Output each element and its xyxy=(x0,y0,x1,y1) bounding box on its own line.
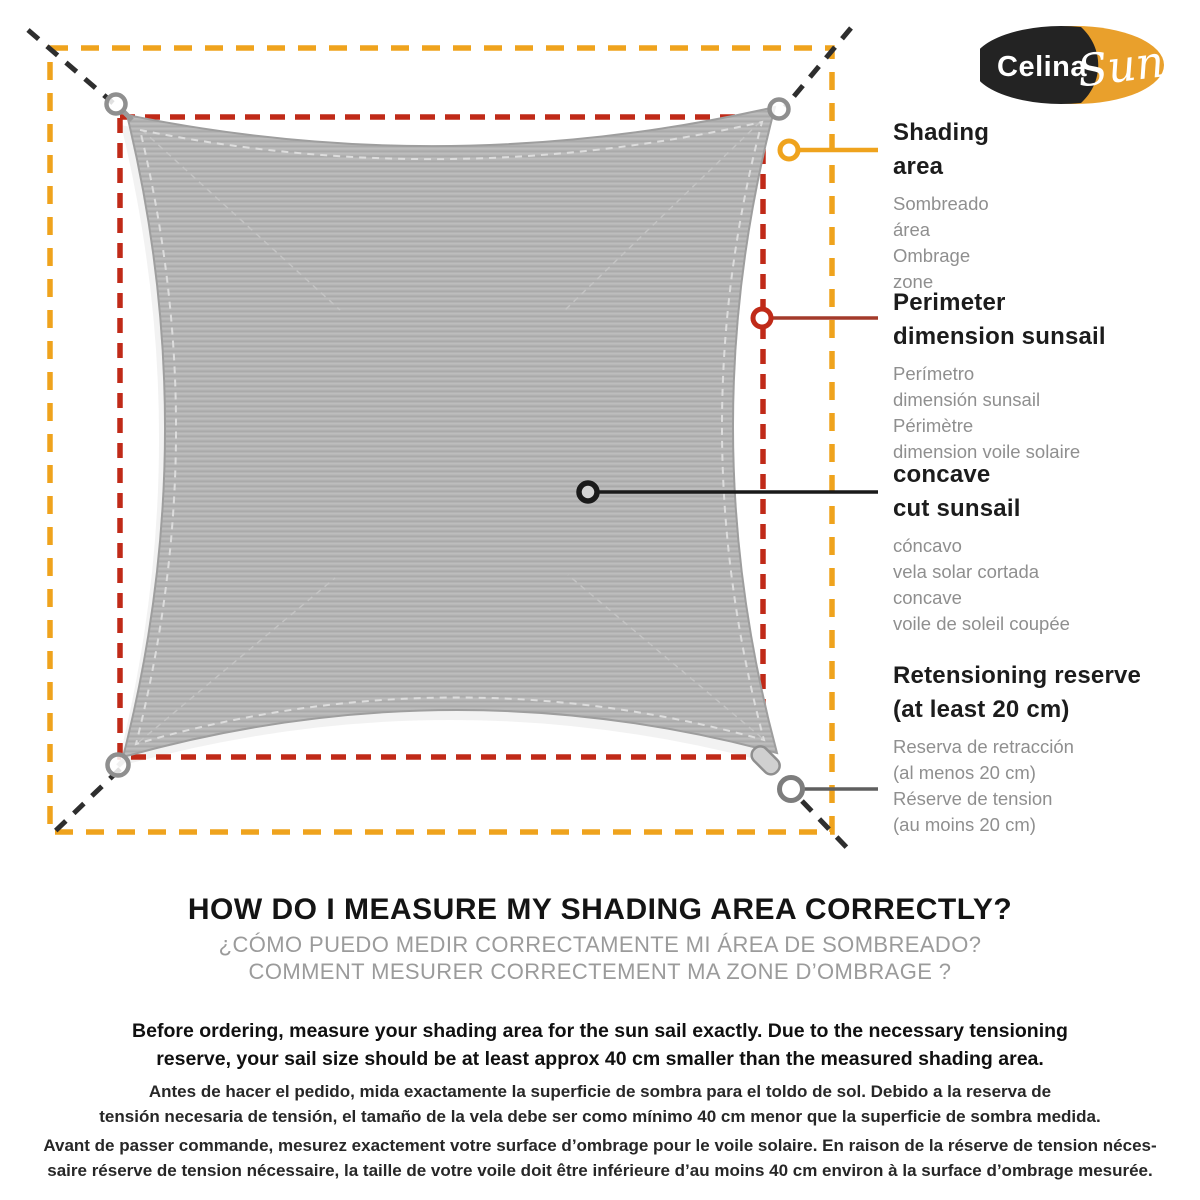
legend-retension-title-line1: Retensioning reserve xyxy=(893,662,1142,689)
legend-perimeter-sub-es2: dimensión sunsail xyxy=(893,389,1041,410)
page-title-fr: COMMENT MESURER CORRECTEMENT MA ZONE D’OMBRAGE ? xyxy=(248,959,952,984)
legend-perimeter-title xyxy=(893,286,1193,354)
instructions-es-line1: Antes de hacer el pedido, mida exactamente la superficie de sombra para el toldo de sol. Debido a la reserva de xyxy=(148,1082,1052,1101)
instructions-en xyxy=(0,1017,1200,1073)
celinasun-logo xyxy=(980,18,1170,110)
legend-perimeter-title-line2: dimension sunsail xyxy=(893,323,1106,350)
concave-marker-icon xyxy=(579,483,597,501)
legend-concave-sub-fr1: concave xyxy=(893,587,962,608)
legend-retension-sub-fr1: Réserve de tension xyxy=(893,788,1053,809)
legend-concave-sub-fr2: voile de soleil coupée xyxy=(893,613,1070,634)
logo-text-sun: Sun xyxy=(1074,36,1168,98)
legend-retension-title xyxy=(893,659,1193,727)
legend-shading-sub-es2: área xyxy=(893,219,931,240)
logo-text-celina: Celina xyxy=(997,51,1088,83)
instructions-fr-line2: saire réserve de tension nécessaire, la taille de votre voile doit être inférieure d’au moins 40 cm environ à la surface d’ombrage mesurée. xyxy=(47,1161,1153,1180)
corner-ring-bottom-left-icon xyxy=(108,755,129,776)
sunsail-shape xyxy=(123,107,777,757)
corner-ring-top-right-icon xyxy=(770,100,789,119)
instructions-en-line2: reserve, your sail size should be at least approx 40 cm smaller than the measured shading area. xyxy=(156,1048,1044,1070)
instructions-es xyxy=(0,1079,1200,1129)
legend-retension-sub-fr2: (au moins 20 cm) xyxy=(893,814,1036,835)
legend-shading-title xyxy=(893,116,1193,184)
corner-ring-top-left-icon xyxy=(107,95,126,114)
perimeter-marker-icon xyxy=(753,309,771,327)
legend-concave-title-line1: concave xyxy=(893,461,991,488)
legend-concave-sub-es2: vela solar cortada xyxy=(893,561,1040,582)
instructions-fr-line1: Avant de passer commande, mesurez exactement votre surface d’ombrage pour le voile solaire. En raison de la réserve de tension néces- xyxy=(43,1136,1157,1155)
legend-shading-sub-fr1: Ombrage xyxy=(893,245,971,266)
legend-retension-translations xyxy=(893,734,1193,838)
legend-shading-title-line2: area xyxy=(893,153,944,180)
corner-ring-bottom-right-icon xyxy=(780,778,803,801)
legend-perimeter-sub-fr2: dimension voile solaire xyxy=(893,441,1081,462)
turnbuckle-icon xyxy=(748,743,783,778)
legend-concave xyxy=(893,458,1193,637)
page-title: HOW DO I MEASURE MY SHADING AREA CORRECTLY? xyxy=(187,893,1013,926)
legend-perimeter-sub-fr1: Périmètre xyxy=(893,415,974,436)
legend-shading-sub-fr2: zone xyxy=(893,271,934,292)
legend-concave-translations xyxy=(893,533,1193,637)
legend-retension-title-line2: (at least 20 cm) xyxy=(893,696,1070,723)
legend-shading-sub-es1: Sombreado xyxy=(893,193,989,214)
legend-perimeter-translations xyxy=(893,361,1193,465)
legend-retension xyxy=(893,659,1193,838)
legend-concave-sub-es1: cóncavo xyxy=(893,535,962,556)
instructions-es-line2: tensión necesaria de tensión, el tamaño de la vela debe ser como mínimo 40 cm menor que la superficie de sombra medida. xyxy=(99,1107,1101,1126)
legend-shading-title-line1: Shading xyxy=(893,119,990,146)
legend-perimeter-sub-es1: Perímetro xyxy=(893,363,975,384)
legend-perimeter-title-line1: Perimeter xyxy=(893,289,1006,316)
legend-perimeter xyxy=(893,286,1193,465)
legend-concave-title xyxy=(893,458,1193,526)
legend-shading-area xyxy=(893,116,1193,295)
legend-retension-sub-es2: (al menos 20 cm) xyxy=(893,762,1036,783)
shading-area-marker-icon xyxy=(780,141,798,159)
legend-concave-title-line2: cut sunsail xyxy=(893,495,1021,522)
instructions-fr xyxy=(0,1133,1200,1183)
instructions-en-line1: Before ordering, measure your shading area for the sun sail exactly. Due to the necessary tensioning xyxy=(132,1020,1068,1042)
legend-shading-translations xyxy=(893,191,1193,295)
page-title-es: ¿CÓMO PUEDO MEDIR CORRECTAMENTE MI ÁREA DE SOMBREADO? xyxy=(218,932,982,957)
legend-retension-sub-es1: Reserva de retracción xyxy=(893,736,1074,757)
